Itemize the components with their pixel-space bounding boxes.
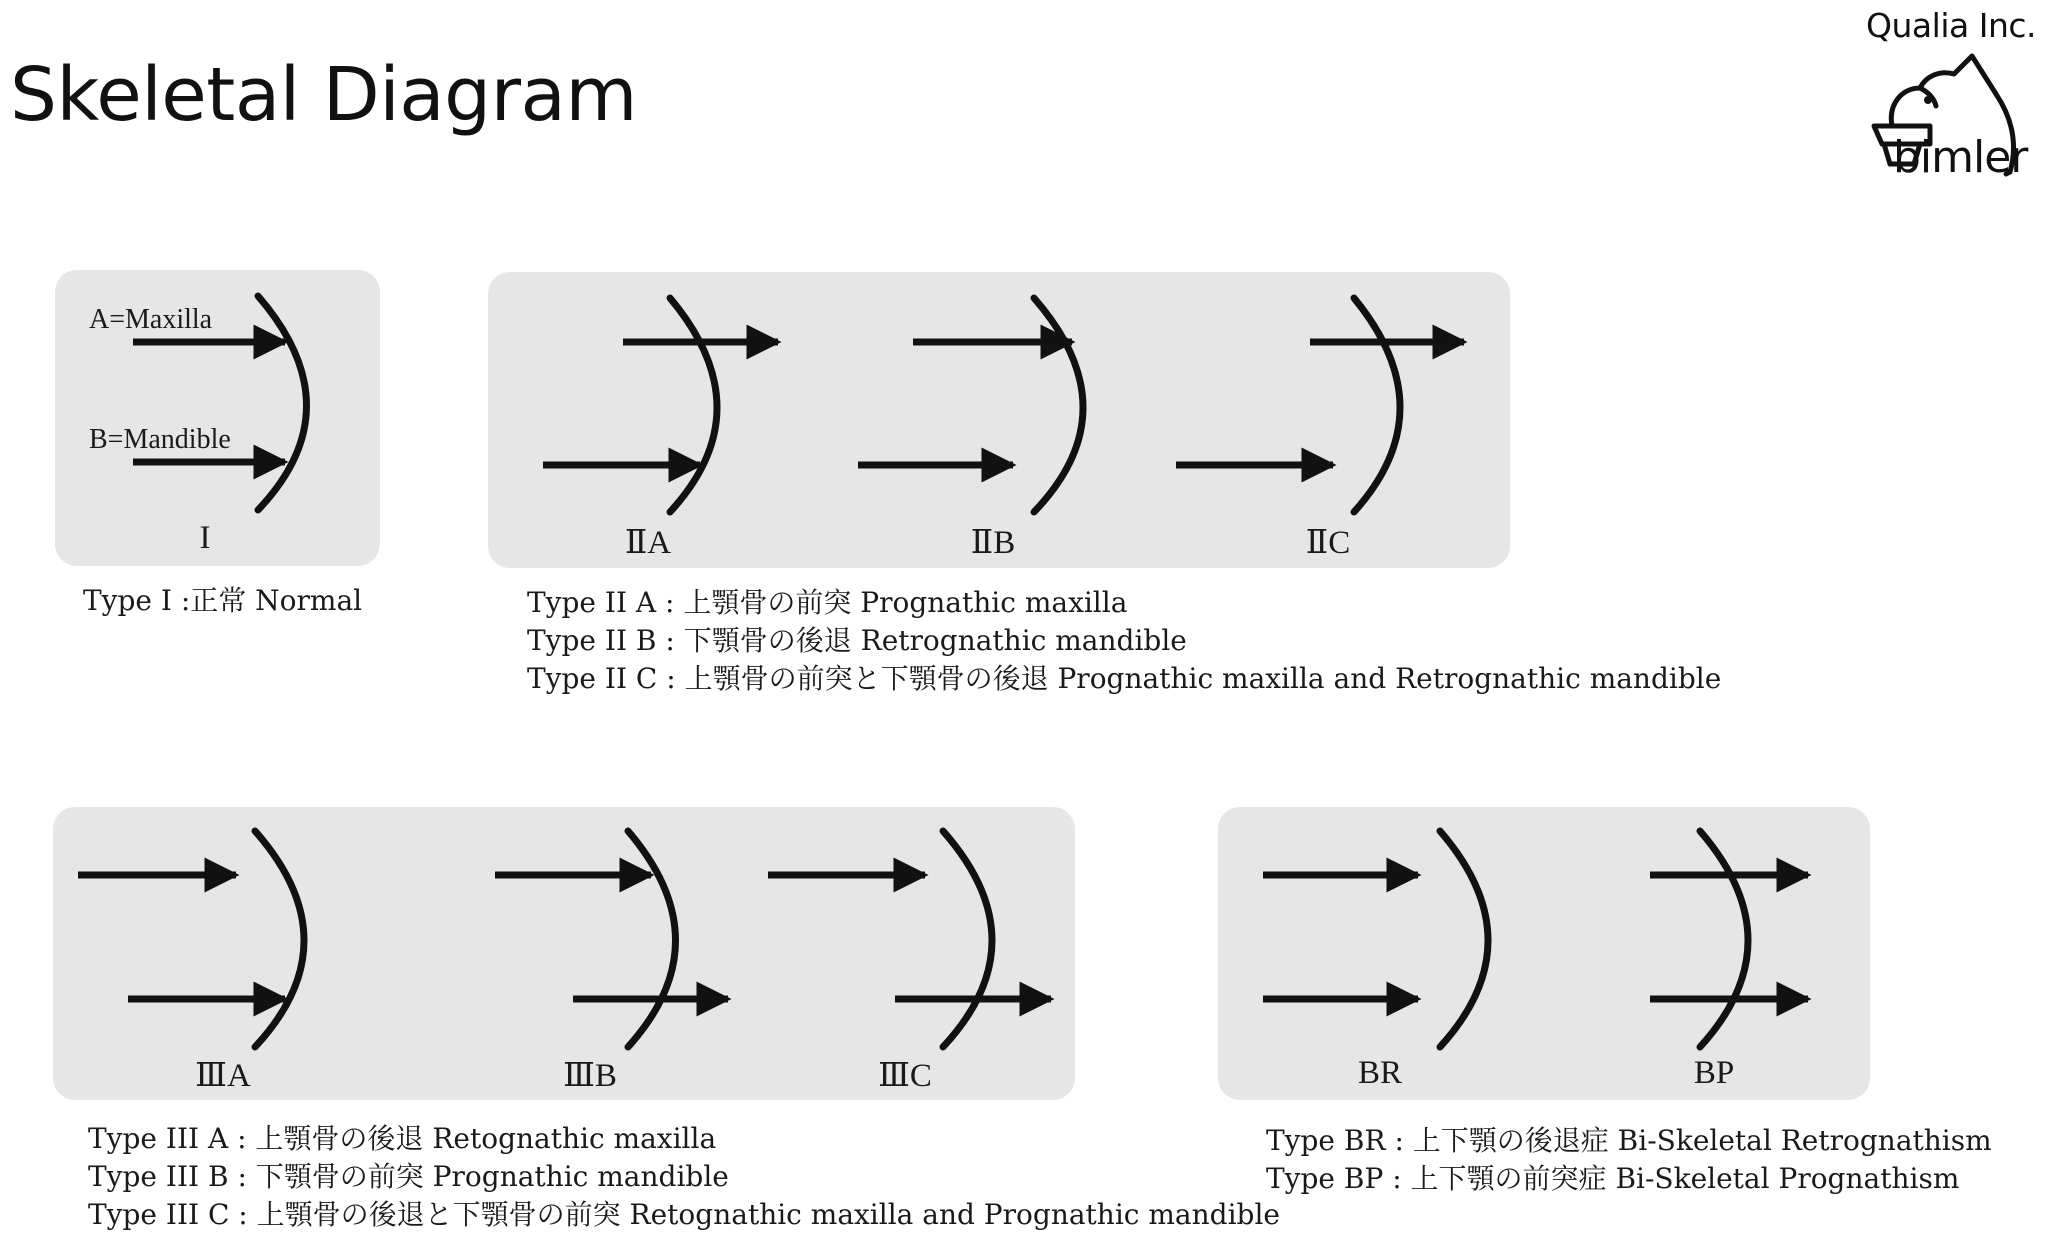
panel-type-2: [488, 272, 1510, 568]
page-title: Skeletal Diagram: [10, 52, 637, 138]
profile-arc: [1700, 831, 1748, 1047]
diagram-label: ⅡA: [624, 525, 672, 561]
diagram-label: ⅢB: [563, 1058, 617, 1094]
diagram-label: ⅡC: [1305, 525, 1351, 561]
diagram-label: ⅢA: [195, 1058, 251, 1094]
type-b-diagram: [1218, 807, 1870, 1100]
panel-type-1: [55, 270, 380, 566]
caption-line: Type BR : 上下顎の後退症 Bi-Skeletal Retrognathism: [1266, 1124, 1992, 1157]
diagram-label: ⅡB: [970, 525, 1016, 561]
caption-line: Type II B : 下顎骨の後退 Retrognathic mandible: [527, 624, 1187, 657]
diagram-label: BP: [1693, 1055, 1735, 1091]
profile-arc: [670, 298, 717, 512]
caption-type-3: [88, 1120, 1280, 1234]
caption-line: Type II A : 上顎骨の前突 Prognathic maxilla: [527, 586, 1128, 619]
profile-arc: [258, 296, 307, 510]
profile-arc: [628, 831, 676, 1047]
diagram-label: BR: [1357, 1055, 1403, 1091]
caption-line: Type III B : 下顎骨の前突 Prognathic mandible: [88, 1160, 729, 1193]
caption-line: Type III C : 上顎骨の後退と下顎骨の前突 Retognathic maxilla and Prognathic mandible: [88, 1198, 1280, 1231]
panel-type-b: [1218, 807, 1870, 1100]
profile-arc: [1354, 298, 1400, 512]
caption-line: Type II C : 上顎骨の前突と下顎骨の後退 Prognathic maxilla and Retrognathic mandible: [527, 662, 1722, 695]
mandible-label: B=Mandible: [89, 424, 231, 455]
company-name: Qualia Inc.: [1866, 6, 2036, 45]
maxilla-label: A=Maxilla: [89, 304, 213, 335]
caption-type-2: [527, 584, 1721, 698]
profile-arc: [943, 831, 992, 1047]
panel-type-3: [53, 807, 1075, 1100]
profile-arc: [1034, 298, 1083, 512]
caption-line: Type III A : 上顎骨の後退 Retognathic maxilla: [88, 1122, 717, 1155]
profile-arc: [1440, 831, 1488, 1047]
caption-line: Type BP : 上下顎の前突症 Bi-Skeletal Prognathism: [1266, 1162, 1960, 1195]
diagram-label: I: [199, 520, 211, 556]
caption-type-b: [1266, 1122, 1992, 1198]
bimler-wordmark: bimler: [1893, 132, 2028, 183]
diagram-label: ⅢC: [878, 1058, 932, 1094]
profile-arc: [255, 831, 304, 1047]
caption-line: Type I :正常 Normal: [83, 584, 363, 617]
caption-type-1: [83, 582, 362, 620]
